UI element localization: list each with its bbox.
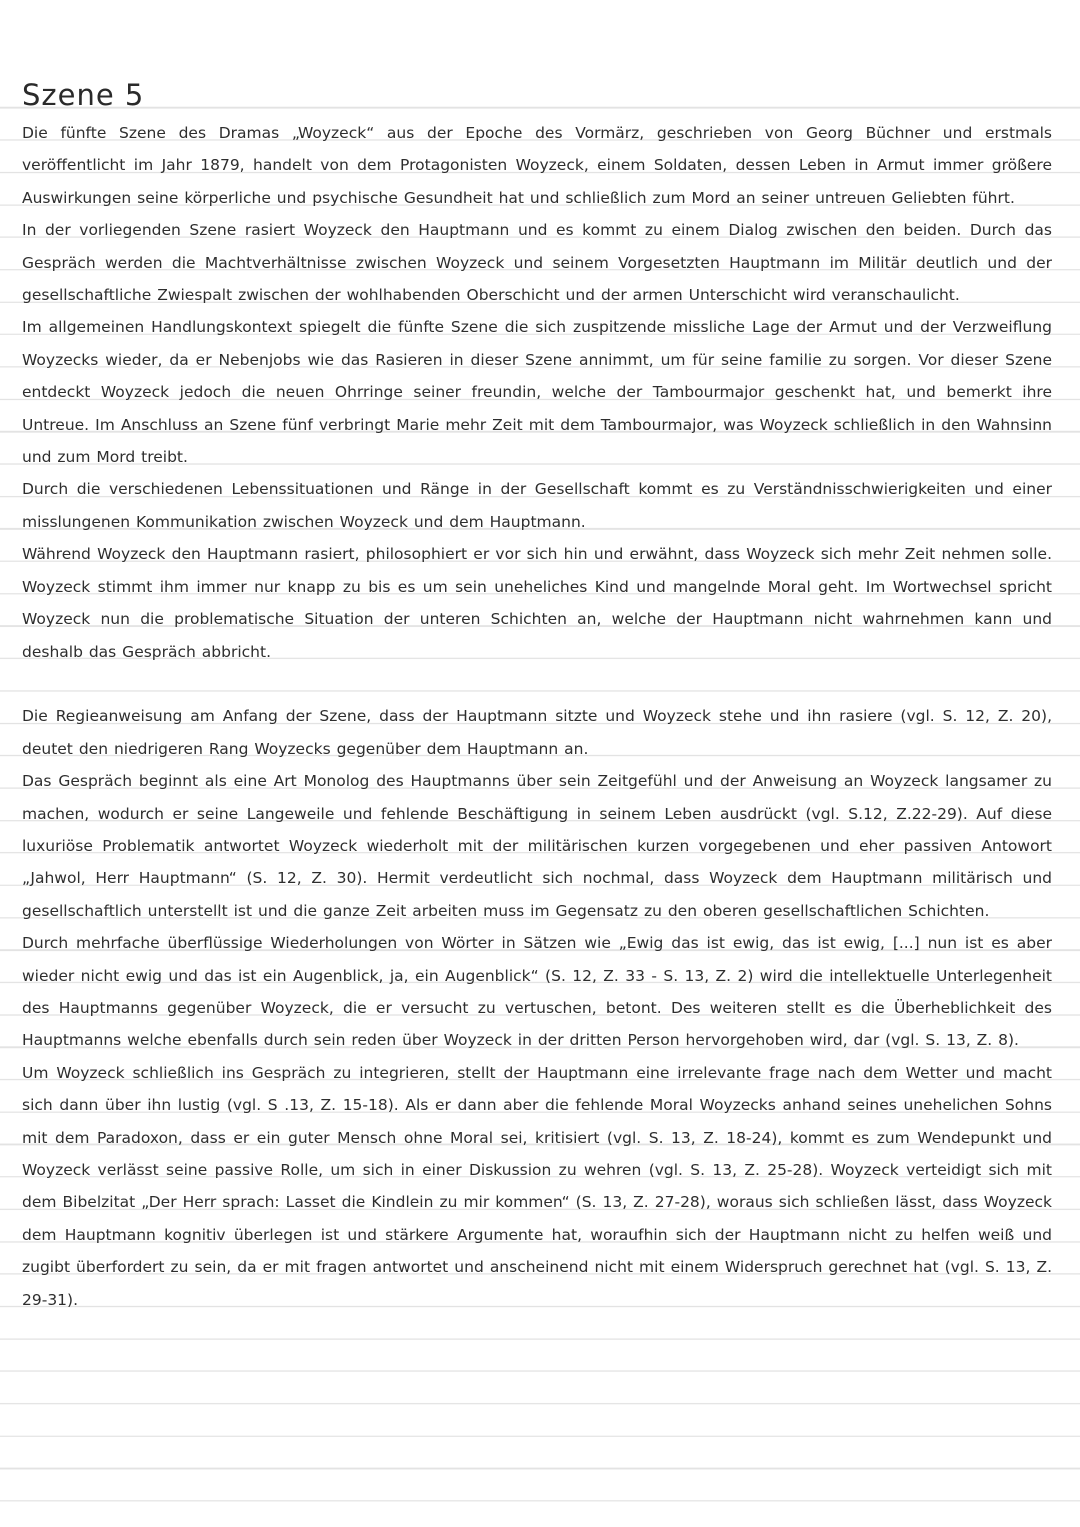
page-title: Szene 5	[22, 78, 145, 112]
paragraph-repetitions: Durch mehrfache überflüssige Wiederholungen von Wörter in Sätzen wie „Ewig das ist ewig, das ist ewig, [...] nun ist es aber wieder nicht ewig und das ist ein Augenblick, ja, ein Augenblick“ (S. 12, Z. 33 - S. 13, Z. 2) wird die intellektuelle Unterlegenheit des Hauptmanns gegenüber Woyzeck, die er versucht zu vertuschen, betont. Des weiteren stellt es die Überheblichkeit des Hauptmanns welche ebenfalls durch sein reden über Woyzeck in der dritten Person hervorgehoben wird, dar (vgl. S. 13, Z. 8).	[22, 934, 1052, 1050]
paragraph-gap	[22, 668, 1052, 700]
paragraph-context: Im allgemeinen Handlungskontext spiegelt die fünfte Szene die sich zuspitzende missliche Lage der Armut und der Verzweiflung Woyzecks wieder, da er Nebenjobs wie das Rasieren in dieser Szene annimmt, um für seine familie zu sorgen. Vor dieser Szene entdeckt Woyzeck jedoch die neuen Ohrringe seiner freundin, welche der Tambourmajor geschenkt hat, und bemerkt ihre Untreue. Im Anschluss an Szene fünf verbringt Marie mehr Zeit mit dem Tambourmajor, was Woyzeck schließlich in den Wahnsinn und zum Mord treibt.	[22, 318, 1052, 467]
paragraph-communication: Durch die verschiedenen Lebenssituationen und Ränge in der Gesellschaft kommt es zu Verständnisschwierigkeiten und einer misslungenen Kommunikation zwischen Woyzeck und dem Hauptmann.	[22, 480, 1052, 531]
paragraph-scene-summary: In der vorliegenden Szene rasiert Woyzeck den Hauptmann und es kommt zu einem Dialog zwischen den beiden. Durch das Gespräch werden die Machtverhältnisse zwischen Woyzeck und seinem Vorgesetzten Hauptmann im Militär deutlich und der gesellschaftliche Zwiespalt zwischen der wohlhabenden Oberschicht und der armen Unterschicht wird veranschaulicht.	[22, 221, 1052, 305]
paragraph-dialogue-overview: Während Woyzeck den Hauptmann rasiert, philosophiert er vor sich hin und erwähnt, dass Woyzeck sich mehr Zeit nehmen solle. Woyzeck stimmt ihm immer nur knapp zu bis es um sein uneheliches Kind und mangelnde Moral geht. Im Wortwechsel spricht Woyzeck nun die problematische Situation der unteren Schichten an, welche der Hauptmann nicht wahrnehmen kann und deshalb das Gespräch abbricht.	[22, 545, 1052, 661]
paragraph-intro: Die fünfte Szene des Dramas „Woyzeck“ aus der Epoche des Vormärz, geschrieben von Georg Büchner und erstmals veröffentlicht im Jahr 1879, handelt von dem Protagonisten Woyzeck, einem Soldaten, dessen Leben in Armut immer größere Auswirkungen seine körperliche und psychische Gesundheit hat und schließlich zum Mord an seiner untreuen Geliebten führt.	[22, 124, 1052, 207]
paragraph-stage-direction: Die Regieanweisung am Anfang der Szene, dass der Hauptmann sitzte und Woyzeck stehe und ihn rasiere (vgl. S. 12, Z. 20), deutet den niedrigeren Rang Woyzecks gegenüber dem Hauptmann an.	[22, 707, 1052, 758]
essay-body	[22, 117, 1052, 1316]
paragraph-monologue: Das Gespräch beginnt als eine Art Monolog des Hauptmanns über sein Zeitgefühl und der Anweisung an Woyzeck langsamer zu machen, wodurch er seine Langeweile und fehlende Beschäftigung in seinem Leben ausdrückt (vgl. S.12, Z.22-29). Auf diese luxuriöse Problematik antwortet Woyzeck wiederholt mit der militärischen kurzen vorgegebenen und eher passiven Antowort „Jahwol, Herr Hauptmann“ (S. 12, Z. 30). Hermit verdeutlicht sich nochmal, dass Woyzeck dem Hauptmann militärisch und gesellschaftlich unterstellt ist und die ganze Zeit arbeiten muss im Gegensatz zu den oberen gesellschaftlichen Schichten.	[22, 772, 1052, 920]
paragraph-turning-point: Um Woyzeck schließlich ins Gespräch zu integrieren, stellt der Hauptmann eine irrelevante frage nach dem Wetter und macht sich dann über ihn lustig (vgl. S .13, Z. 15-18). Als er dann aber die fehlende Moral Woyzecks anhand seines unehelichen Sohns mit dem Paradoxon, dass er ein guter Mensch ohne Moral sei, kritisiert (vgl. S. 13, Z. 18-24), kommt es zum Wendepunkt und Woyzeck verlässt seine passive Rolle, um sich in einer Diskussion zu wehren (vgl. S. 13, Z. 25-28). Woyzeck verteidigt sich mit dem Bibelzitat „Der Herr sprach: Lasset die Kindlein zu mir kommen“ (S. 13, Z. 27-28), woraus sich schließen lässt, dass Woyzeck dem Hauptmann kognitiv überlegen ist und stärkere Argumente hat, woraufhin sich der Hauptmann nicht zu helfen weiß und zugibt überfordert zu sein, da er mit fragen antwortet und anscheinend nicht mit einem Widerspruch gerechnet hat (vgl. S. 13, Z. 29-31).	[22, 1063, 1052, 1309]
